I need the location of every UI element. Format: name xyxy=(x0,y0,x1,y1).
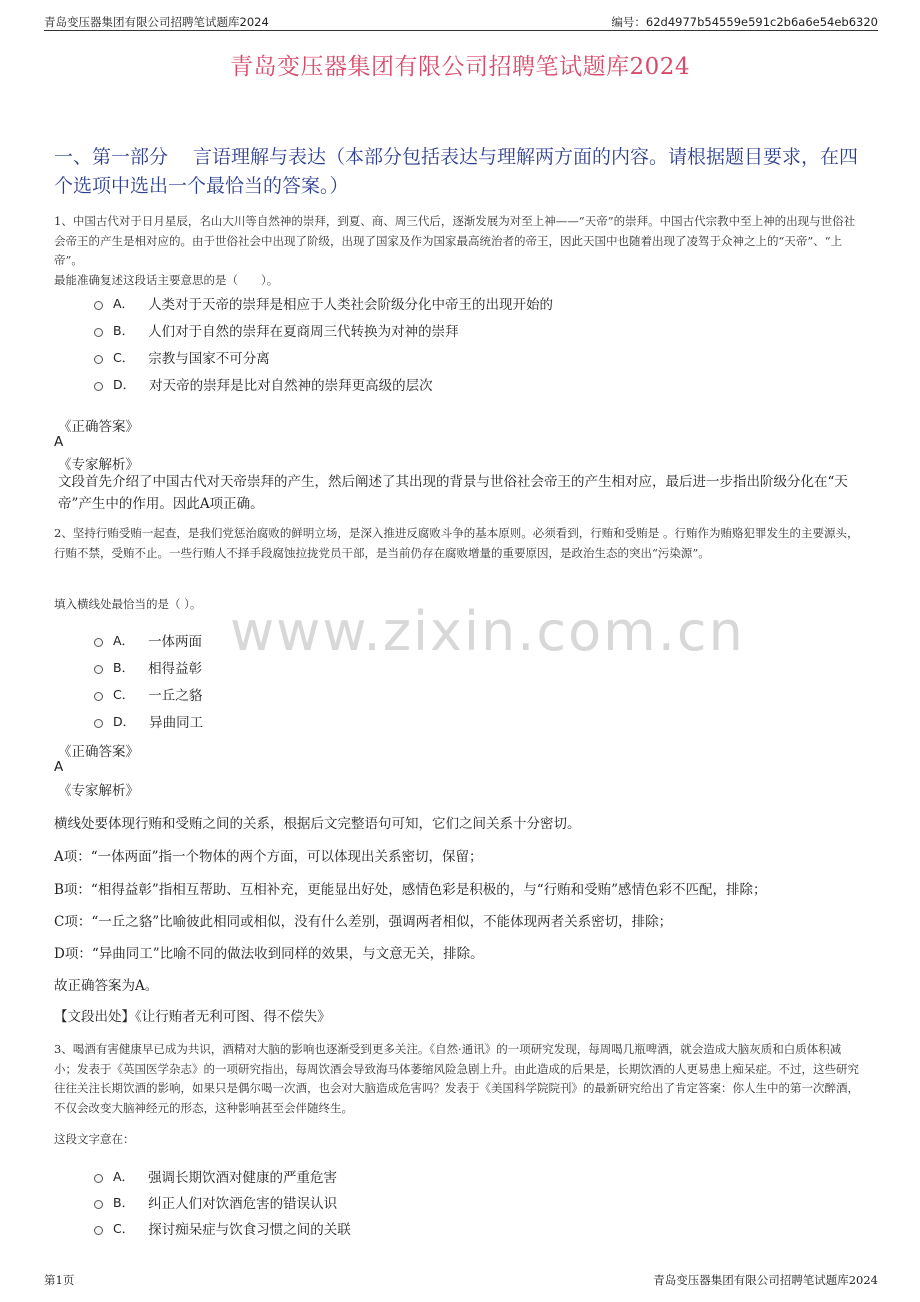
question-1-analysis-label: 《专家解析》 xyxy=(58,457,139,473)
question-3-prompt: 这段文字意在： xyxy=(54,1132,135,1146)
radio-icon[interactable] xyxy=(94,719,103,728)
question-2-analysis-line: 故正确答案为A。 xyxy=(54,978,159,994)
question-2-option-a[interactable] xyxy=(94,630,202,650)
option-letter: A． xyxy=(113,296,135,311)
radio-icon[interactable] xyxy=(94,1174,103,1183)
question-3-option-b[interactable] xyxy=(94,1192,337,1212)
question-2-analysis-line: C项：“一丘之貉”比喻彼此相同或相似，没有什么差别，强调两者相似，不能体现两者关系密切，排除； xyxy=(54,914,673,930)
option-letter: B． xyxy=(113,323,135,338)
option-text: 宗教与国家不可分离 xyxy=(148,351,270,367)
question-2-answer: A xyxy=(54,759,64,775)
question-2-option-b[interactable] xyxy=(94,657,202,677)
page-header xyxy=(44,0,878,31)
question-1-answer-label: 《正确答案》 xyxy=(58,419,139,435)
header-doc-id: 编号：62d4977b54559e591c2b6a6e54eb6320 xyxy=(611,15,878,29)
option-letter: B． xyxy=(113,1195,135,1210)
option-letter: D． xyxy=(113,714,136,729)
question-1-prompt: 最能准确复述这段话主要意思的是（ ）。 xyxy=(54,273,279,287)
footer-doc-title: 青岛变压器集团有限公司招聘笔试题库2024 xyxy=(653,1273,878,1287)
question-2-prompt: 填入横线处最恰当的是（ ）。 xyxy=(54,597,202,611)
question-2-analysis-label: 《专家解析》 xyxy=(58,783,139,799)
question-2-analysis-line: B项：“相得益彰”指相互帮助、互相补充，更能显出好处，感情色彩是积极的，与“行贿和受贿”感情色彩不匹配，排除； xyxy=(54,882,767,898)
option-text: 探讨痴呆症与饮食习惯之间的关联 xyxy=(148,1222,351,1238)
page-number: 第1页 xyxy=(44,1273,75,1287)
option-text: 相得益彰 xyxy=(148,661,203,677)
page-title: 青岛变压器集团有限公司招聘笔试题库2024 xyxy=(229,54,691,80)
option-text: 对天帝的崇拜是比对自然神的崇拜更高级的层次 xyxy=(149,378,433,394)
question-3-option-c[interactable] xyxy=(94,1218,351,1238)
question-1-option-d[interactable] xyxy=(94,374,433,394)
radio-icon[interactable] xyxy=(94,355,103,364)
radio-icon[interactable] xyxy=(94,692,103,701)
option-text: 纠正人们对饮酒危害的错误认识 xyxy=(148,1196,338,1212)
question-1-answer: A xyxy=(54,434,64,450)
option-text: 人们对于自然的崇拜在夏商周三代转换为对神的崇拜 xyxy=(148,324,459,340)
option-letter: C． xyxy=(113,687,135,702)
question-2-analysis-line: D项：“异曲同工”比喻不同的做法收到同样的效果，与文意无关，排除。 xyxy=(54,946,484,962)
radio-icon[interactable] xyxy=(94,328,103,337)
radio-icon[interactable] xyxy=(94,382,103,391)
option-text: 人类对于天帝的崇拜是相应于人类社会阶级分化中帝王的出现开始的 xyxy=(148,297,554,313)
radio-icon[interactable] xyxy=(94,1226,103,1235)
option-text: 一体两面 xyxy=(148,634,203,650)
question-1-option-b[interactable] xyxy=(94,320,459,340)
radio-icon[interactable] xyxy=(94,301,103,310)
radio-icon[interactable] xyxy=(94,665,103,674)
option-letter: A． xyxy=(113,1169,135,1184)
option-letter: C． xyxy=(113,350,135,365)
radio-icon[interactable] xyxy=(94,1200,103,1209)
option-text: 强调长期饮酒对健康的严重危害 xyxy=(148,1170,338,1186)
option-letter: C． xyxy=(113,1221,135,1236)
question-1-text: 1、中国古代对于日月星辰，名山大川等自然神的崇拜，到夏、商、周三代后，逐渐发展为对至上神——“天帝”的崇拜。中国古代宗教中至上神的出现与世俗社会帝王的产生是相对应的。由于世俗社会中出现了阶级，出现了国家及作为国家最高统治者的帝王，因此天国中也随着出现了凌驾于众神之上的“天帝”、“上帝”。 xyxy=(54,214,856,267)
option-letter: D． xyxy=(113,377,136,392)
question-2-text: 2、坚持行贿受贿一起查，是我们党惩治腐败的鲜明立场，是深入推进反腐败斗争的基本原则。必须看到，行贿和受贿是 。行贿作为贿赂犯罪发生的主要源头，行贿不禁，受贿不止。一些行贿人不择手段腐蚀拉拢党员干部，是当前仍存在腐败增量的重要原因，是政治生态的突出“污染源”。 xyxy=(54,526,859,560)
question-1-analysis: 文段首先介绍了中国古代对天帝崇拜的产生，然后阐述了其出现的背景与世俗社会帝王的产生相对应，最后进一步指出阶级分化在“天帝”产生中的作用。因此A项正确。 xyxy=(58,474,848,512)
question-3-option-a[interactable] xyxy=(94,1166,337,1186)
question-2-answer-label: 《正确答案》 xyxy=(58,744,139,760)
section-heading: 一、第一部分 言语理解与表达（本部分包括表达与理解两方面的内容。请根据题目要求，在四个选项中选出一个最恰当的答案。） xyxy=(54,146,859,197)
option-text: 异曲同工 xyxy=(149,715,204,731)
question-2-option-c[interactable] xyxy=(94,684,202,704)
radio-icon[interactable] xyxy=(94,638,103,647)
question-2-source: 【文段出处】《让行贿者无利可图、得不偿失》 xyxy=(54,1009,331,1025)
option-letter: B． xyxy=(113,660,135,675)
question-1-option-c[interactable] xyxy=(94,347,270,367)
question-2-option-d[interactable] xyxy=(94,711,203,731)
question-1-option-a[interactable] xyxy=(94,293,553,313)
option-letter: A． xyxy=(113,633,135,648)
watermark: www.zixin.com.cn xyxy=(230,600,745,663)
question-2-analysis-line: 横线处要体现行贿和受贿之间的关系，根据后文完整语句可知，它们之间关系十分密切。 xyxy=(54,816,581,832)
question-3-text: 3、喝酒有害健康早已成为共识，酒精对大脑的影响也逐渐受到更多关注。《自然·通讯》的一项研究发现，每周喝几瓶啤酒，就会造成大脑灰质和白质体积减小；发表于《英国医学杂志》的一项研究指出，每周饮酒会导致海马体萎缩风险急剧上升。由此造成的后果是，长期饮酒的人更易患上痴呆症。不过，这些研究往往关注长期饮酒的影响，如果只是偶尔喝一次酒，也会对大脑造成危害吗？发表于《美国科学院院刊》的最新研究给出了肯定答案：你人生中的第一次醉酒，不仅会改变大脑神经元的形态，这种影响甚至会伴随终生。 xyxy=(54,1042,859,1115)
question-2-analysis-line: A项：“一体两面”指一个物体的两个方面，可以体现出关系密切，保留； xyxy=(54,849,483,865)
option-text: 一丘之貉 xyxy=(148,688,203,704)
header-doc-title: 青岛变压器集团有限公司招聘笔试题库2024 xyxy=(44,15,269,29)
